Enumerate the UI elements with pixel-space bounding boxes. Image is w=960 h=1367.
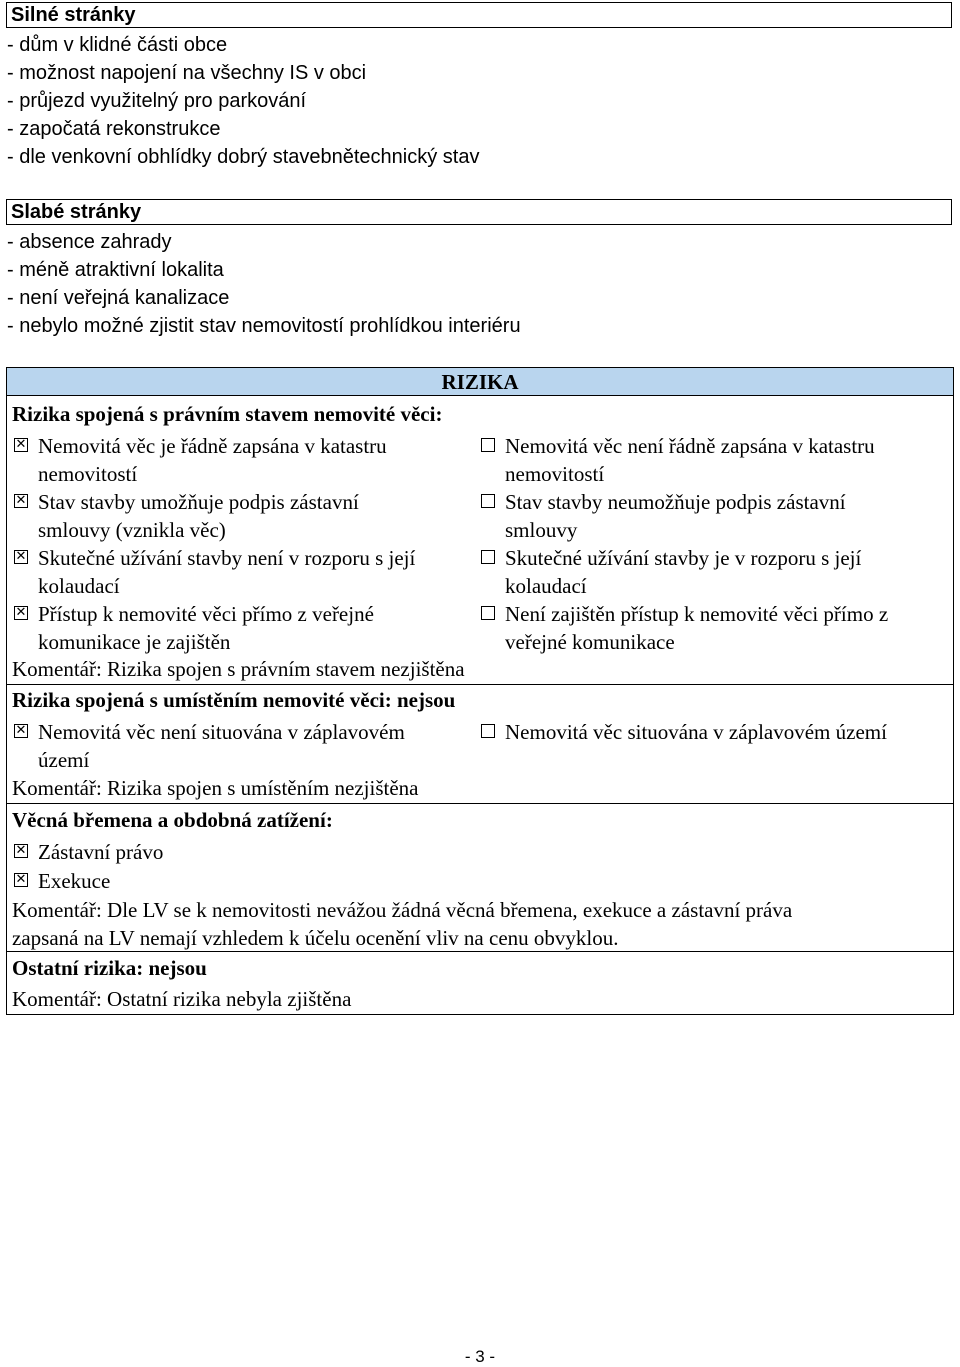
- page-number: - 3 -: [464, 1347, 496, 1366]
- legal-option-right: Není zajištěn přístup k nemovité věci přímo z: [505, 602, 889, 626]
- checkbox-checked-icon[interactable]: ✕: [15, 437, 27, 452]
- checkbox-checked-icon[interactable]: ✕: [15, 872, 27, 887]
- legal-option-left: Nemovitá věc je řádně zapsána v katastru: [38, 434, 387, 458]
- section-divider: [7, 684, 953, 685]
- location-option-right: Nemovitá věc situována v záplavovém území: [505, 720, 887, 744]
- checkbox-checked-icon[interactable]: ✕: [15, 605, 27, 620]
- burden-item: Exekuce: [38, 869, 111, 893]
- weaknesses-title: Slabé stránky: [6, 199, 952, 225]
- other-risks-comment: Komentář: Ostatní rizika nebyla zjištěna: [12, 987, 352, 1011]
- legal-risks-heading: Rizika spojená s právním stavem nemovité věci:: [12, 402, 443, 426]
- checkbox-checked-icon[interactable]: ✕: [15, 723, 27, 738]
- legal-option-right: Nemovitá věc není řádně zapsána v katastru: [505, 434, 875, 458]
- legal-option-right: nemovitostí: [505, 462, 605, 486]
- strengths-title: Silné stránky: [6, 2, 952, 28]
- burden-item: Zástavní právo: [38, 840, 164, 864]
- location-option-left: území: [38, 748, 90, 772]
- burdens-comment: Komentář: Dle LV se k nemovitosti nevážou žádná věcná břemena, exekuce a zástavní práva: [12, 898, 793, 922]
- checkbox-unchecked-icon[interactable]: [481, 606, 495, 620]
- risks-title: RIZIKA: [7, 368, 953, 396]
- burdens-comment: zapsaná na LV nemají vzhledem k účelu ocenění vliv na cenu obvyklou.: [12, 926, 619, 950]
- weakness-item: - není veřejná kanalizace: [7, 287, 230, 309]
- legal-option-left: Skutečné užívání stavby není v rozporu s její: [38, 546, 416, 570]
- legal-option-right: Stav stavby neumožňuje podpis zástavní: [505, 490, 846, 514]
- legal-option-right: kolaudací: [505, 574, 587, 598]
- legal-option-left: smlouvy (vznikla věc): [38, 518, 226, 542]
- legal-risks-comment: Komentář: Rizika spojen s právním stavem nezjištěna: [12, 657, 465, 681]
- weakness-item: - nebylo možné zjistit stav nemovitostí prohlídkou interiéru: [7, 315, 521, 337]
- checkbox-unchecked-icon[interactable]: [481, 550, 495, 564]
- checkbox-unchecked-icon[interactable]: [481, 438, 495, 452]
- burdens-heading: Věcná břemena a obdobná zatížení:: [12, 808, 333, 832]
- other-risks-heading: Ostatní rizika: nejsou: [12, 956, 207, 980]
- legal-option-right: smlouvy: [505, 518, 578, 542]
- checkbox-checked-icon[interactable]: ✕: [15, 493, 27, 508]
- checkbox-checked-icon[interactable]: ✕: [15, 843, 27, 858]
- legal-option-left: Stav stavby umožňuje podpis zástavní: [38, 490, 359, 514]
- location-risks-heading: Rizika spojená s umístěním nemovité věci: nejsou: [12, 688, 456, 712]
- checkbox-checked-icon[interactable]: ✕: [15, 549, 27, 564]
- legal-option-left: nemovitostí: [38, 462, 138, 486]
- weakness-item: - absence zahrady: [7, 231, 172, 253]
- strength-item: - průjezd využitelný pro parkování: [7, 90, 307, 112]
- checkbox-unchecked-icon[interactable]: [481, 494, 495, 508]
- strength-item: - dům v klidné části obce: [7, 34, 228, 56]
- legal-option-right: Skutečné užívání stavby je v rozporu s její: [505, 546, 862, 570]
- strength-item: - možnost napojení na všechny IS v obci: [7, 62, 367, 84]
- location-option-left: Nemovitá věc není situována v záplavovém: [38, 720, 405, 744]
- section-divider: [7, 803, 953, 804]
- risk-table: [6, 367, 954, 1015]
- section-divider: [7, 951, 953, 952]
- strength-item: - započatá rekonstrukce: [7, 118, 221, 140]
- strength-item: - dle venkovní obhlídky dobrý stavebnětechnický stav: [7, 146, 480, 168]
- legal-option-left: kolaudací: [38, 574, 120, 598]
- legal-option-left: Přístup k nemovité věci přímo z veřejné: [38, 602, 374, 626]
- location-risks-comment: Komentář: Rizika spojen s umístěním nezjištěna: [12, 776, 419, 800]
- legal-option-left: komunikace je zajištěn: [38, 630, 231, 654]
- weakness-item: - méně atraktivní lokalita: [7, 259, 224, 281]
- legal-option-right: veřejné komunikace: [505, 630, 675, 654]
- checkbox-unchecked-icon[interactable]: [481, 724, 495, 738]
